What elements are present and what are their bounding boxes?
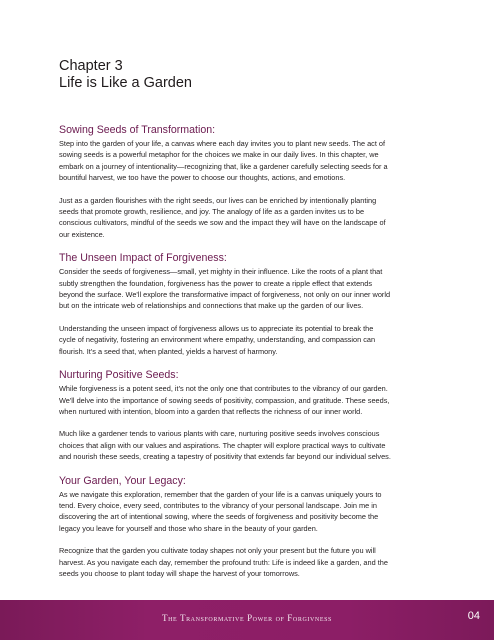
paragraph (59, 138, 443, 184)
paragraph-line: Understanding the unseen impact of forgiveness allows us to appreciate its potential to break the (59, 323, 374, 333)
paragraph-line: but on the intricate web of relationships and connections that make up the garden of our lives. (59, 301, 364, 311)
paragraph-line: flourish. It's a seed that, when planted, yields a harvest of harmony. (59, 346, 278, 356)
section-heading: The Unseen Impact of Forgiveness: (59, 252, 227, 265)
paragraph (59, 323, 443, 357)
paragraph-line: legacy you leave for yourself and those who share in the beauty of your garden. (59, 523, 318, 533)
section-heading: Sowing Seeds of Transformation: (59, 124, 216, 136)
paragraph (59, 195, 443, 241)
paragraph-line: Consider the seeds of forgiveness—small, yet mighty in their influence. Like the roots of a plant that (59, 267, 383, 277)
section (59, 252, 443, 357)
paragraph (59, 266, 443, 312)
chapter-body (59, 124, 443, 579)
paragraph-line: embark on a journey of intentionality—recognizing that, like a gardener carefully selecting seeds for a (59, 161, 388, 171)
footer-book-title: The Transformative Power of Forgivness (162, 613, 332, 623)
section-heading: Nurturing Positive Seeds: (59, 369, 179, 382)
section-spacer (59, 357, 443, 369)
paragraph-line: sowing seeds is a powerful metaphor for the choices we make in our daily lives. In this chapter, we (59, 150, 379, 160)
paragraph-line: harvest. As you navigate each day, remember the profound truth: Life is indeed like a garden, and the (59, 557, 388, 567)
paragraph (59, 428, 443, 462)
paragraph-line: cycle of negativity, fostering an environment where empathy, understanding, and compassion can (59, 335, 376, 345)
paragraph-line: our existence. (59, 229, 105, 239)
paragraph-line: tend. Every choice, every seed, contributes to the vibrancy of your personal landscape. Join me in (59, 500, 377, 510)
paragraph-line: choices that align with our values and aspirations. The chapter will explore practical ways to cultivate (59, 440, 386, 450)
paragraph-line: seeds you choose to plant today will shape the harvest of your tomorrows. (59, 568, 300, 578)
section-spacer (59, 240, 443, 252)
chapter-title: Life is Like a Garden (59, 75, 192, 91)
paragraph-line: bountiful harvest, we too have the power to choose our thoughts, actions, and emotions. (59, 173, 346, 183)
paragraph-line: conscious cultivators, mindful of the seeds we sow and the impact they will have on the landscape of (59, 218, 386, 228)
paragraph-spacer (59, 417, 443, 428)
paragraph-line: discovering the art of intentional sowing, where the seeds of forgiveness and positivity become the (59, 512, 379, 522)
section-spacer (59, 463, 443, 475)
paragraph-line: beyond the surface. We'll explore the transformative impact of forgiveness, not only on our inner world (59, 290, 391, 300)
paragraph-line: Just as a garden flourishes with the right seeds, our lives can be enriched by intentionally planting (59, 195, 377, 205)
paragraph-line: subtly strengthen the foundation, forgiveness has the power to create a ripple effect that extends (59, 278, 372, 288)
section (59, 475, 443, 580)
paragraph-spacer (59, 534, 443, 545)
paragraph-line: seeds that promote growth, resilience, and joy. The analogy of life as a garden invites us to be (59, 207, 365, 217)
page-number: 04 (467, 610, 480, 622)
paragraph-line: Much like a gardener tends to various plants with care, nurturing positive seeds involves conscious (59, 429, 380, 439)
paragraph-spacer (59, 184, 443, 195)
chapter-label: Chapter 3 (59, 58, 123, 74)
paragraph-line: Step into the garden of your life, a canvas where each day invites you to plant new seeds. The act of (59, 139, 386, 148)
paragraph-line: While forgiveness is a potent seed, it's not the only one that contributes to the vibrancy of our garden. (59, 384, 388, 394)
chapter-heading (59, 58, 192, 92)
paragraph (59, 545, 443, 579)
paragraph-line: Recognize that the garden you cultivate today shapes not only your present but the future you will (59, 546, 376, 556)
section (59, 124, 443, 240)
paragraph-spacer (59, 312, 443, 323)
section (59, 369, 443, 462)
paragraph-line: As we navigate this exploration, remember that the garden of your life is a canvas uniquely yours to (59, 489, 382, 499)
paragraph (59, 383, 443, 417)
paragraph-line: We'll delve into the importance of sowing seeds of positivity, compassion, and gratitude. These seeds, (59, 395, 390, 405)
paragraph-line: and nourish these seeds, creating a tapestry of positivity that extends far beyond our individual selves. (59, 452, 391, 462)
section-heading: Your Garden, Your Legacy: (59, 474, 186, 487)
page-footer (0, 600, 494, 640)
paragraph-line: when nurtured with intention, bloom into a garden that reflects the richness of our inner world. (59, 406, 363, 416)
paragraph (59, 489, 443, 535)
